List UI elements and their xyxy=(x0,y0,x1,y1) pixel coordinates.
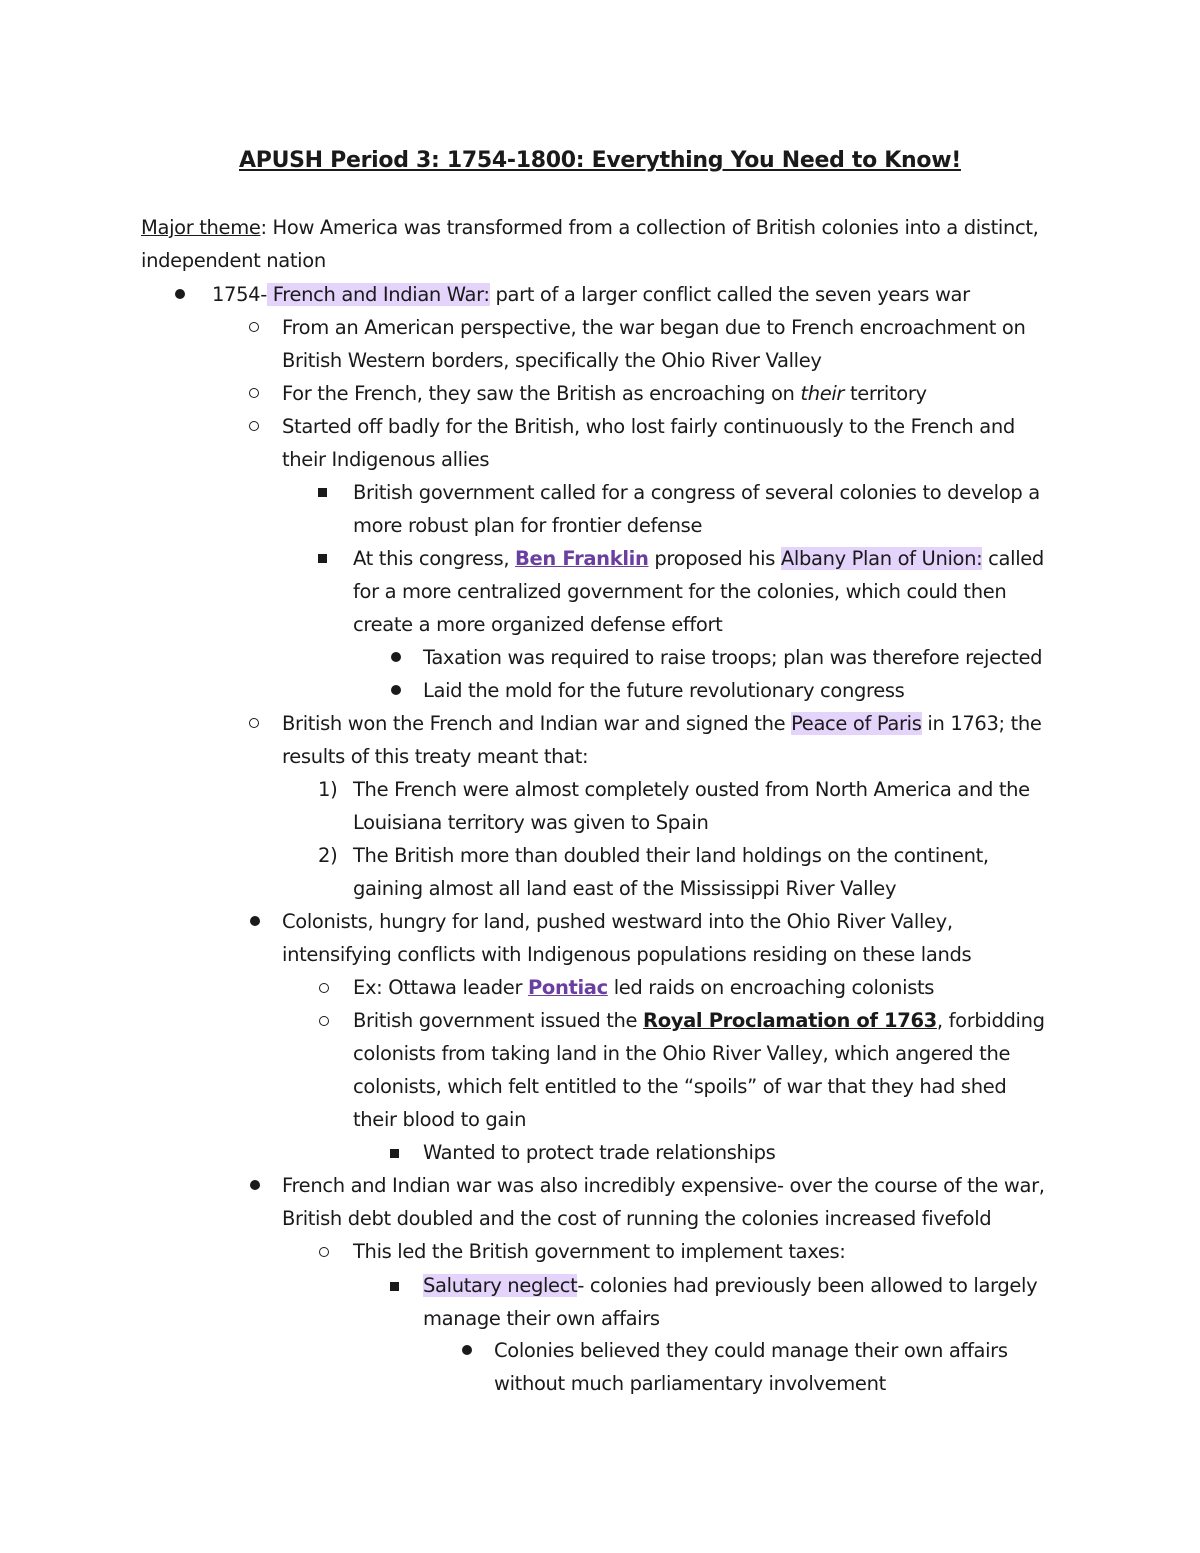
list-item-neglect-1: Salutary neglect- colonies had previously been allowed to largely xyxy=(423,1274,1038,1297)
list-item-neglect-2: manage their own affairs xyxy=(423,1307,660,1330)
bullet-disc-icon xyxy=(250,1180,260,1190)
bullet-ring-icon xyxy=(249,322,259,332)
page-title: APUSH Period 3: 1754-1800: Everything You Need to Know! xyxy=(239,148,961,173)
list-item-albany-1: At this congress, Ben Franklin proposed his Albany Plan of Union: called xyxy=(353,547,1044,570)
list-item-result-1b: Louisiana territory was given to Spain xyxy=(353,811,709,834)
list-item-paris-1: British won the French and Indian war and signed the Peace of Paris in 1763; the xyxy=(282,712,1042,735)
bullet-square-icon xyxy=(318,488,327,497)
list-item-congress-2: more robust plan for frontier defense xyxy=(353,514,703,537)
list-item-fiw: 1754- French and Indian War: part of a larger conflict called the seven years war xyxy=(212,283,970,306)
bullet-ring-icon xyxy=(249,718,259,728)
bullet-disc-icon xyxy=(462,1345,472,1355)
list-item-taxation: Taxation was required to raise troops; plan was therefore rejected xyxy=(423,646,1043,669)
list-item-trade: Wanted to protect trade relationships xyxy=(423,1141,776,1164)
list-number: 2) xyxy=(318,844,338,867)
list-item-albany-3: create a more organized defense effort xyxy=(353,613,723,636)
list-item-result-2a: The British more than doubled their land holdings on the continent, xyxy=(353,844,989,867)
list-item-congress-1: British government called for a congress of several colonies to develop a xyxy=(353,481,1040,504)
list-item-colonists-2: intensifying conflicts with Indigenous populations residing on these lands xyxy=(282,943,972,966)
list-item-proclamation-2: colonists from taking land in the Ohio River Valley, which angered the xyxy=(353,1042,1011,1065)
list-item-expensive-2: British debt doubled and the cost of running the colonies increased fivefold xyxy=(282,1207,992,1230)
highlight-albany-plan: Albany Plan of Union: xyxy=(780,547,983,570)
highlight-peace-of-paris: Peace of Paris xyxy=(791,712,922,735)
list-item-perspective-2: British Western borders, specifically the Ohio River Valley xyxy=(282,349,822,372)
list-item-paris-2: results of this treaty meant that: xyxy=(282,745,589,768)
list-item-believed-1: Colonies believed they could manage their own affairs xyxy=(494,1339,1008,1362)
list-number: 1) xyxy=(318,778,338,801)
list-item-mold: Laid the mold for the future revolutionary congress xyxy=(423,679,905,702)
list-item-result-1a: The French were almost completely ousted from North America and the xyxy=(353,778,1030,801)
bullet-disc-icon xyxy=(391,685,401,695)
list-item-proclamation-4: their blood to gain xyxy=(353,1108,527,1131)
bullet-ring-icon xyxy=(319,983,329,993)
list-item-proclamation-1: British government issued the Royal Proclamation of 1763, forbidding xyxy=(353,1009,1045,1032)
highlight-salutary-neglect: Salutary neglect xyxy=(423,1274,578,1297)
bullet-ring-icon xyxy=(319,1016,329,1026)
bullet-square-icon xyxy=(318,554,327,563)
bullet-square-icon xyxy=(390,1149,399,1158)
bullet-disc-icon xyxy=(175,289,185,299)
theme-line-2: independent nation xyxy=(141,249,326,272)
list-item-taxes: This led the British government to implement taxes: xyxy=(353,1240,846,1263)
bullet-disc-icon xyxy=(250,916,260,926)
bullet-ring-icon xyxy=(249,388,259,398)
list-item-badly-2: their Indigenous allies xyxy=(282,448,490,471)
list-item-expensive-1: French and Indian war was also incredibly expensive- over the course of the war, xyxy=(282,1174,1045,1197)
list-item-proclamation-3: colonists, which felt entitled to the “spoils” of war that they had shed xyxy=(353,1075,1007,1098)
list-item-believed-2: without much parliamentary involvement xyxy=(494,1372,886,1395)
highlight-french-indian-war: French and Indian War: xyxy=(266,283,490,306)
bullet-ring-icon xyxy=(249,421,259,431)
list-item-french: For the French, they saw the British as encroaching on their territory xyxy=(282,382,927,405)
ben-franklin-link[interactable]: Ben Franklin xyxy=(515,547,649,570)
bullet-square-icon xyxy=(390,1282,399,1291)
royal-proclamation-term: Royal Proclamation of 1763 xyxy=(643,1009,937,1032)
list-item-result-2b: gaining almost all land east of the Mississippi River Valley xyxy=(353,877,897,900)
list-item-colonists-1: Colonists, hungry for land, pushed westward into the Ohio River Valley, xyxy=(282,910,953,933)
theme-line-1: Major theme: How America was transformed from a collection of British colonies into a distinct, xyxy=(141,216,1039,239)
list-item-pontiac: Ex: Ottawa leader Pontiac led raids on encroaching colonists xyxy=(353,976,935,999)
bullet-ring-icon xyxy=(319,1247,329,1257)
list-item-badly-1: Started off badly for the British, who lost fairly continuously to the French and xyxy=(282,415,1015,438)
bullet-disc-icon xyxy=(391,652,401,662)
list-item-perspective-1: From an American perspective, the war began due to French encroachment on xyxy=(282,316,1026,339)
pontiac-link[interactable]: Pontiac xyxy=(527,976,608,999)
theme-label: Major theme xyxy=(141,216,261,239)
list-item-albany-2: for a more centralized government for the colonies, which could then xyxy=(353,580,1007,603)
